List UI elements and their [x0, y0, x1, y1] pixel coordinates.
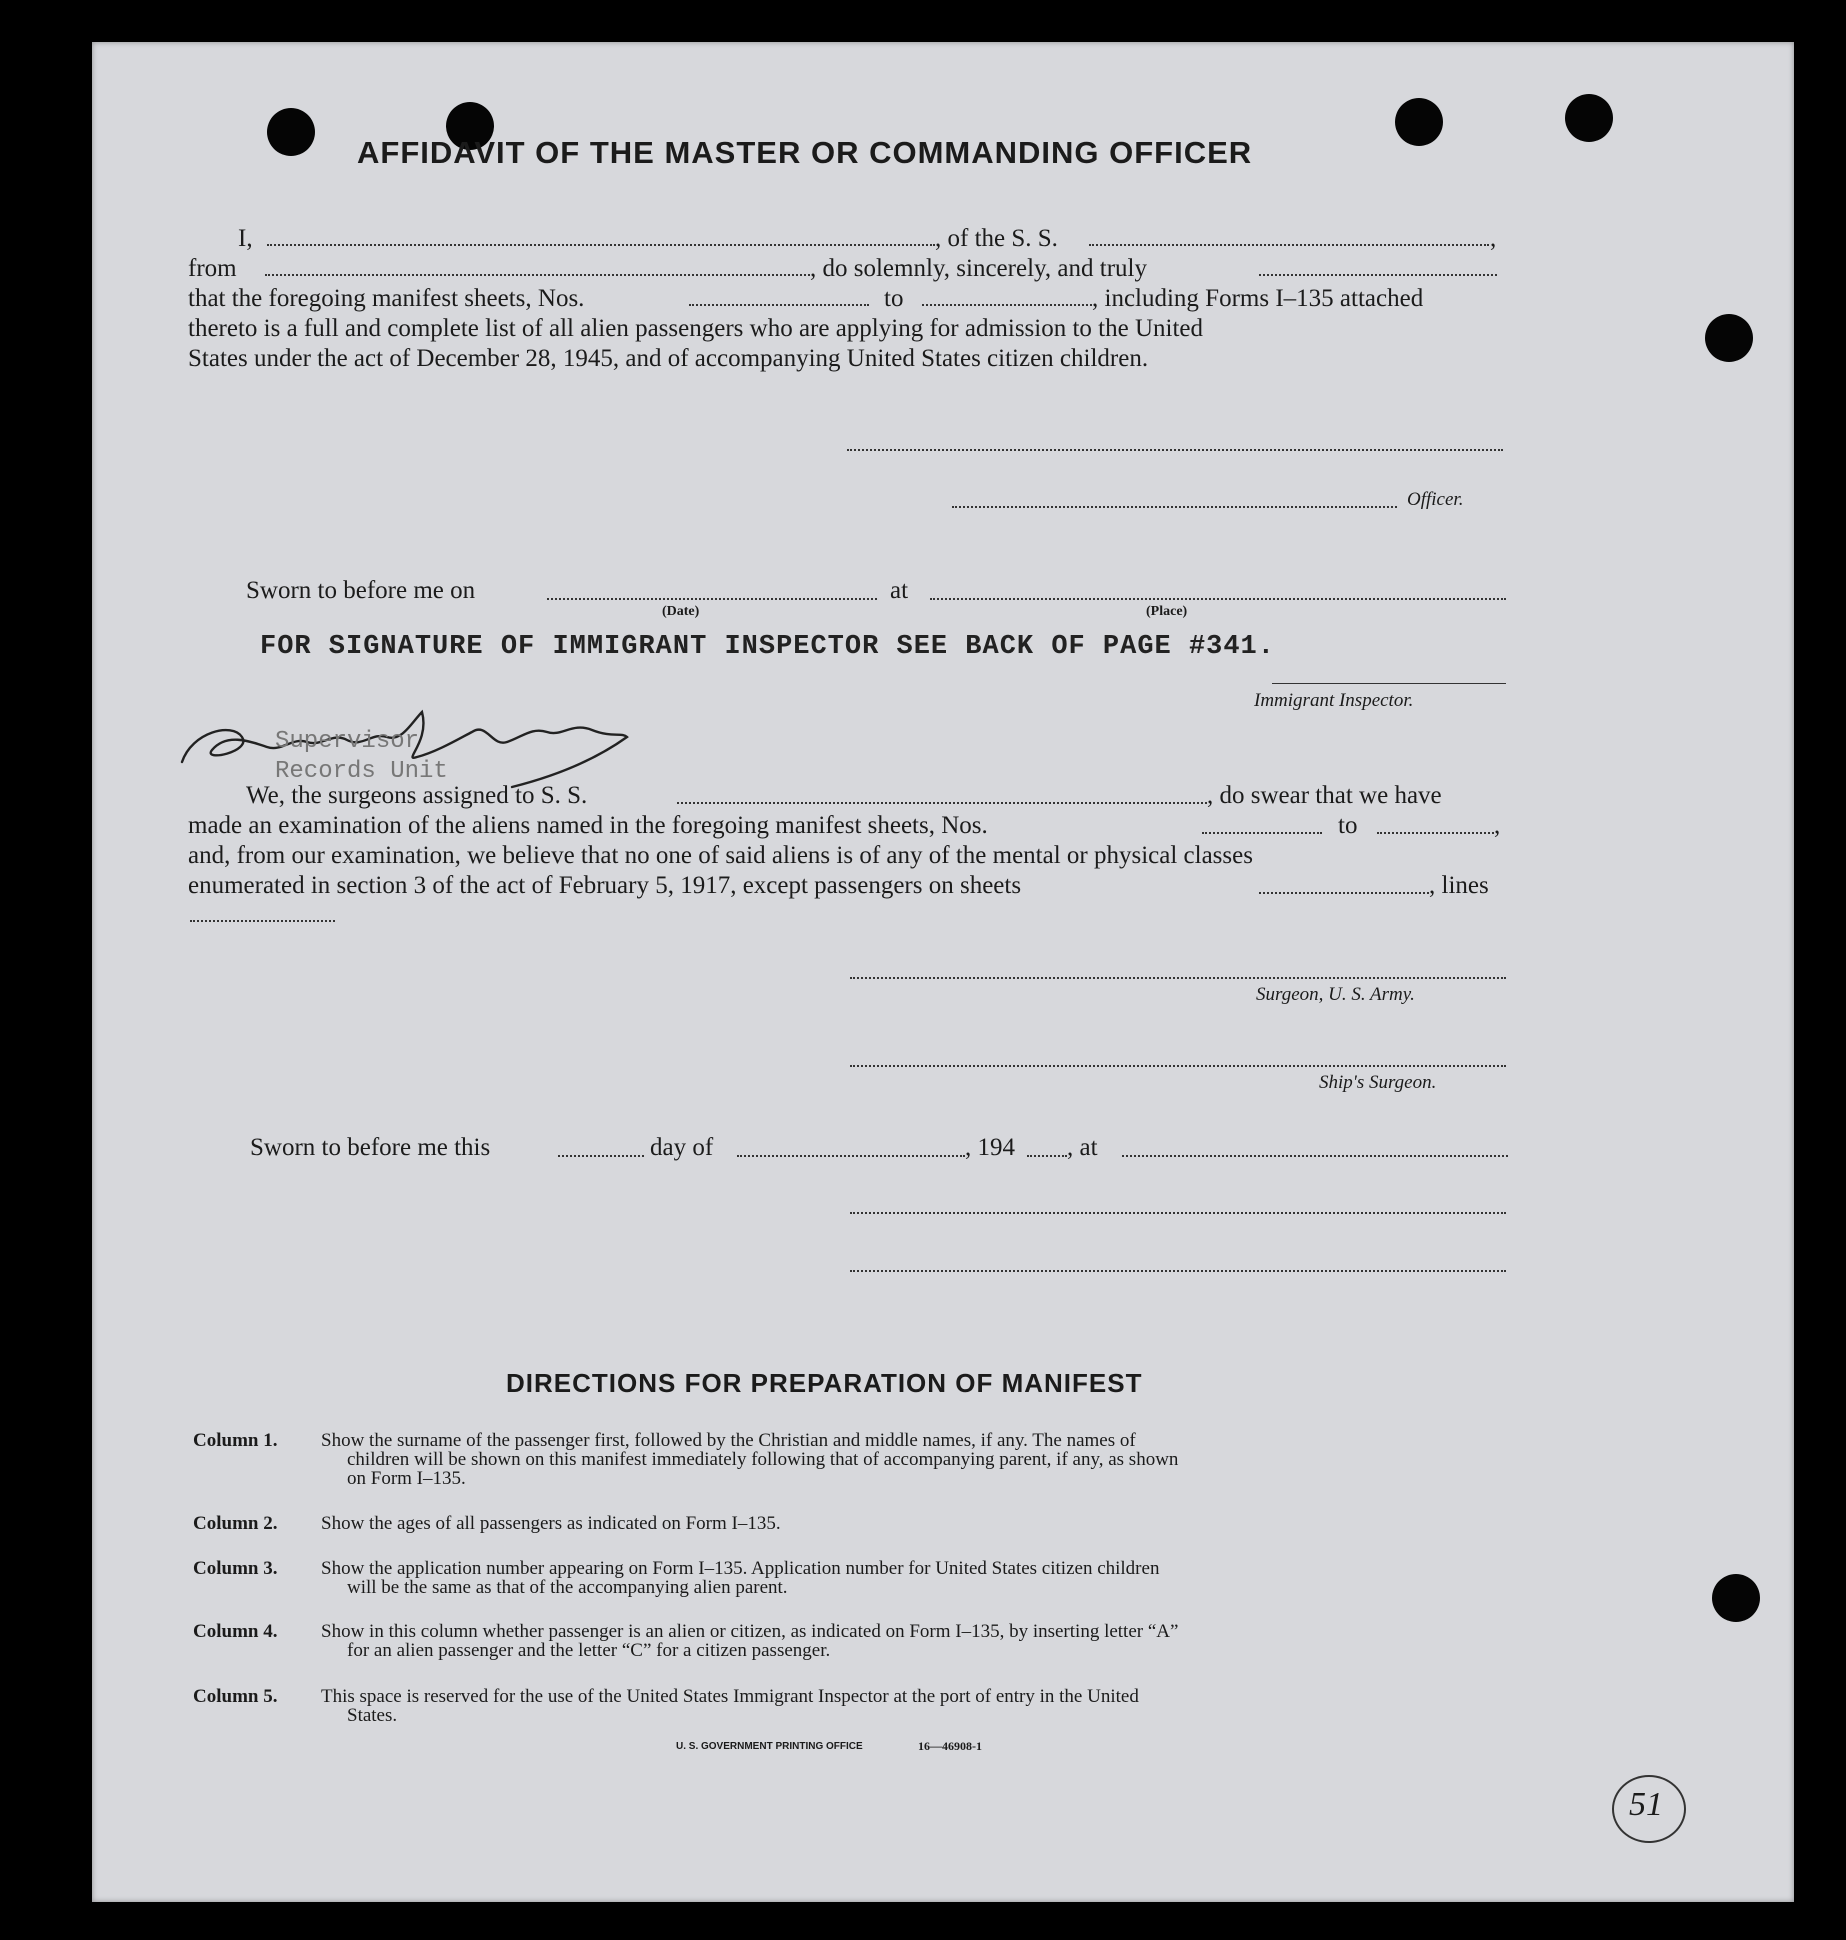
affidavit-line-3c: , including Forms I–135 attached [1092, 285, 1424, 312]
army-surgeon-label: Surgeon, U. S. Army. [1256, 984, 1415, 1005]
except-lines-field[interactable] [190, 920, 335, 922]
place-label: (Place) [1146, 604, 1188, 619]
sworn-at: at [890, 577, 909, 604]
from-port-field[interactable] [265, 274, 810, 276]
surgeons-line-2c: , [1494, 812, 1501, 839]
ship-surgeon-label: Ship's Surgeon. [1319, 1072, 1437, 1093]
punch-hole [1712, 1574, 1760, 1622]
affidavit-line-1b: , of the S. S. [935, 225, 1058, 252]
direction-text: will be the same as that of the accompanying alien parent. [347, 1577, 788, 1598]
sworn2-b: day of [650, 1134, 714, 1161]
surgeons-line-2b: to [1338, 812, 1358, 839]
column-label: Column 2. [193, 1513, 278, 1534]
affidavit-line-2a: from [188, 255, 237, 282]
master-name-field[interactable] [267, 244, 935, 246]
officer-signature-line-1[interactable] [847, 449, 1503, 451]
sworn-date-field[interactable] [547, 598, 877, 600]
direction-text: Show the ages of all passengers as indicated on Form I–135. [321, 1513, 781, 1534]
affidavit-line-2b: , do solemnly, sincerely, and truly [810, 255, 1147, 282]
surgeons-line-4b: , lines [1429, 872, 1489, 899]
surgeons-line-3: and, from our examination, we believe that no one of said aliens is of any of the mental or physical classes [188, 842, 1253, 869]
surgeons-line-2a: made an examination of the aliens named in the foregoing manifest sheets, Nos. [188, 812, 988, 839]
surgeons-line-1b: , do swear that we have [1207, 782, 1442, 809]
sworn2-place-field[interactable] [1122, 1155, 1508, 1157]
direction-text: States. [347, 1705, 398, 1726]
direction-text: This space is reserved for the use of the United States Immigrant Inspector at the port of entry in the United [321, 1686, 1139, 1707]
direction-text: Show the application number appearing on Form I–135. Application number for United States citizen children [321, 1558, 1160, 1579]
surgeons-line-4a: enumerated in section 3 of the act of February 5, 1917, except passengers on sheets [188, 872, 1022, 899]
inspector-signature-line[interactable] [1272, 683, 1506, 684]
sworn2-d: , at [1067, 1134, 1098, 1161]
sworn2-c: , 194 [965, 1134, 1015, 1161]
inspector-label: Immigrant Inspector. [1254, 690, 1414, 711]
affidavit-line-5: States under the act of December 28, 1945, and of accompanying United States citizen children. [188, 345, 1149, 372]
punch-hole [1565, 94, 1613, 142]
surgeons-ship-field[interactable] [677, 802, 1207, 804]
direction-text: Show the surname of the passenger first, followed by the Christian and middle names, if any. The names of [321, 1430, 1136, 1451]
affidavit-line-1c: , [1490, 225, 1497, 252]
affidavit-line-3a: that the foregoing manifest sheets, Nos. [188, 285, 585, 312]
ship-name-field[interactable] [1089, 244, 1489, 246]
column-label: Column 4. [193, 1621, 278, 1642]
surgeons-sheets-to-field[interactable] [1377, 832, 1494, 834]
surgeons-line-1a: We, the surgeons assigned to S. S. [246, 782, 588, 809]
sworn2-year-field[interactable] [1027, 1155, 1067, 1157]
affidavit-line-1a: I, [238, 225, 253, 252]
sworn2-signature-line-1[interactable] [850, 1212, 1506, 1214]
direction-text: children will be shown on this manifest immediately following that of accompanying parent, if any, as shown [347, 1449, 1179, 1470]
sworn2-month-field[interactable] [737, 1155, 965, 1157]
column-label: Column 1. [193, 1430, 278, 1451]
except-sheets-field[interactable] [1259, 892, 1429, 894]
sheets-to-field[interactable] [922, 304, 1092, 306]
page-title: AFFIDAVIT OF THE MASTER OR COMMANDING OFFICER [357, 135, 1253, 170]
inspector-stamp: FOR SIGNATURE OF IMMIGRANT INSPECTOR SEE BACK OF PAGE #341. [260, 632, 1275, 662]
affidavit-line-3b: to [884, 285, 904, 312]
form-number: 16—46908-1 [918, 1739, 982, 1753]
column-label: Column 3. [193, 1558, 278, 1579]
ship-surgeon-signature-line[interactable] [850, 1065, 1506, 1067]
date-label: (Date) [662, 604, 700, 619]
punch-hole [1705, 314, 1753, 362]
sworn2-a: Sworn to before me this [250, 1134, 491, 1161]
officer-label: Officer. [1407, 489, 1464, 510]
punch-hole [267, 108, 315, 156]
direction-column-1 [193, 1431, 1523, 1491]
direction-text: on Form I–135. [347, 1468, 466, 1489]
supervisor-stamp-line-1: Supervisor [275, 728, 420, 755]
direction-column-3 [193, 1559, 1523, 1599]
direction-column-5 [193, 1687, 1523, 1727]
sworn2-day-field[interactable] [558, 1155, 644, 1157]
affidavit-line-4: thereto is a full and complete list of all alien passengers who are applying for admission to the United [188, 315, 1204, 342]
direction-text: for an alien passenger and the letter “C” for a citizen passenger. [347, 1640, 831, 1661]
sworn-place-field[interactable] [930, 598, 1506, 600]
surgeons-sheets-from-field[interactable] [1202, 832, 1322, 834]
direction-column-4 [193, 1622, 1523, 1662]
army-surgeon-signature-line[interactable] [850, 977, 1506, 979]
directions-title: DIRECTIONS FOR PREPARATION OF MANIFEST [506, 1368, 1143, 1398]
direction-text: Show in this column whether passenger is an alien or citizen, as indicated on Form I–135, by inserting letter “A” [321, 1621, 1179, 1642]
officer-signature-line-2[interactable] [952, 506, 1397, 508]
supervisor-stamp-line-2: Records Unit [275, 758, 448, 785]
sworn-before-me-on: Sworn to before me on [246, 577, 476, 604]
printer-imprint: U. S. GOVERNMENT PRINTING OFFICE [676, 1741, 863, 1752]
sworn2-signature-line-2[interactable] [850, 1270, 1506, 1272]
page-number: 51 [1629, 1786, 1663, 1823]
column-label: Column 5. [193, 1686, 278, 1707]
direction-column-2 [193, 1514, 1523, 1536]
affidavit-blank-field[interactable] [1259, 274, 1497, 276]
document-page [92, 42, 1794, 1902]
punch-hole [1395, 98, 1443, 146]
sheets-from-field[interactable] [689, 304, 869, 306]
